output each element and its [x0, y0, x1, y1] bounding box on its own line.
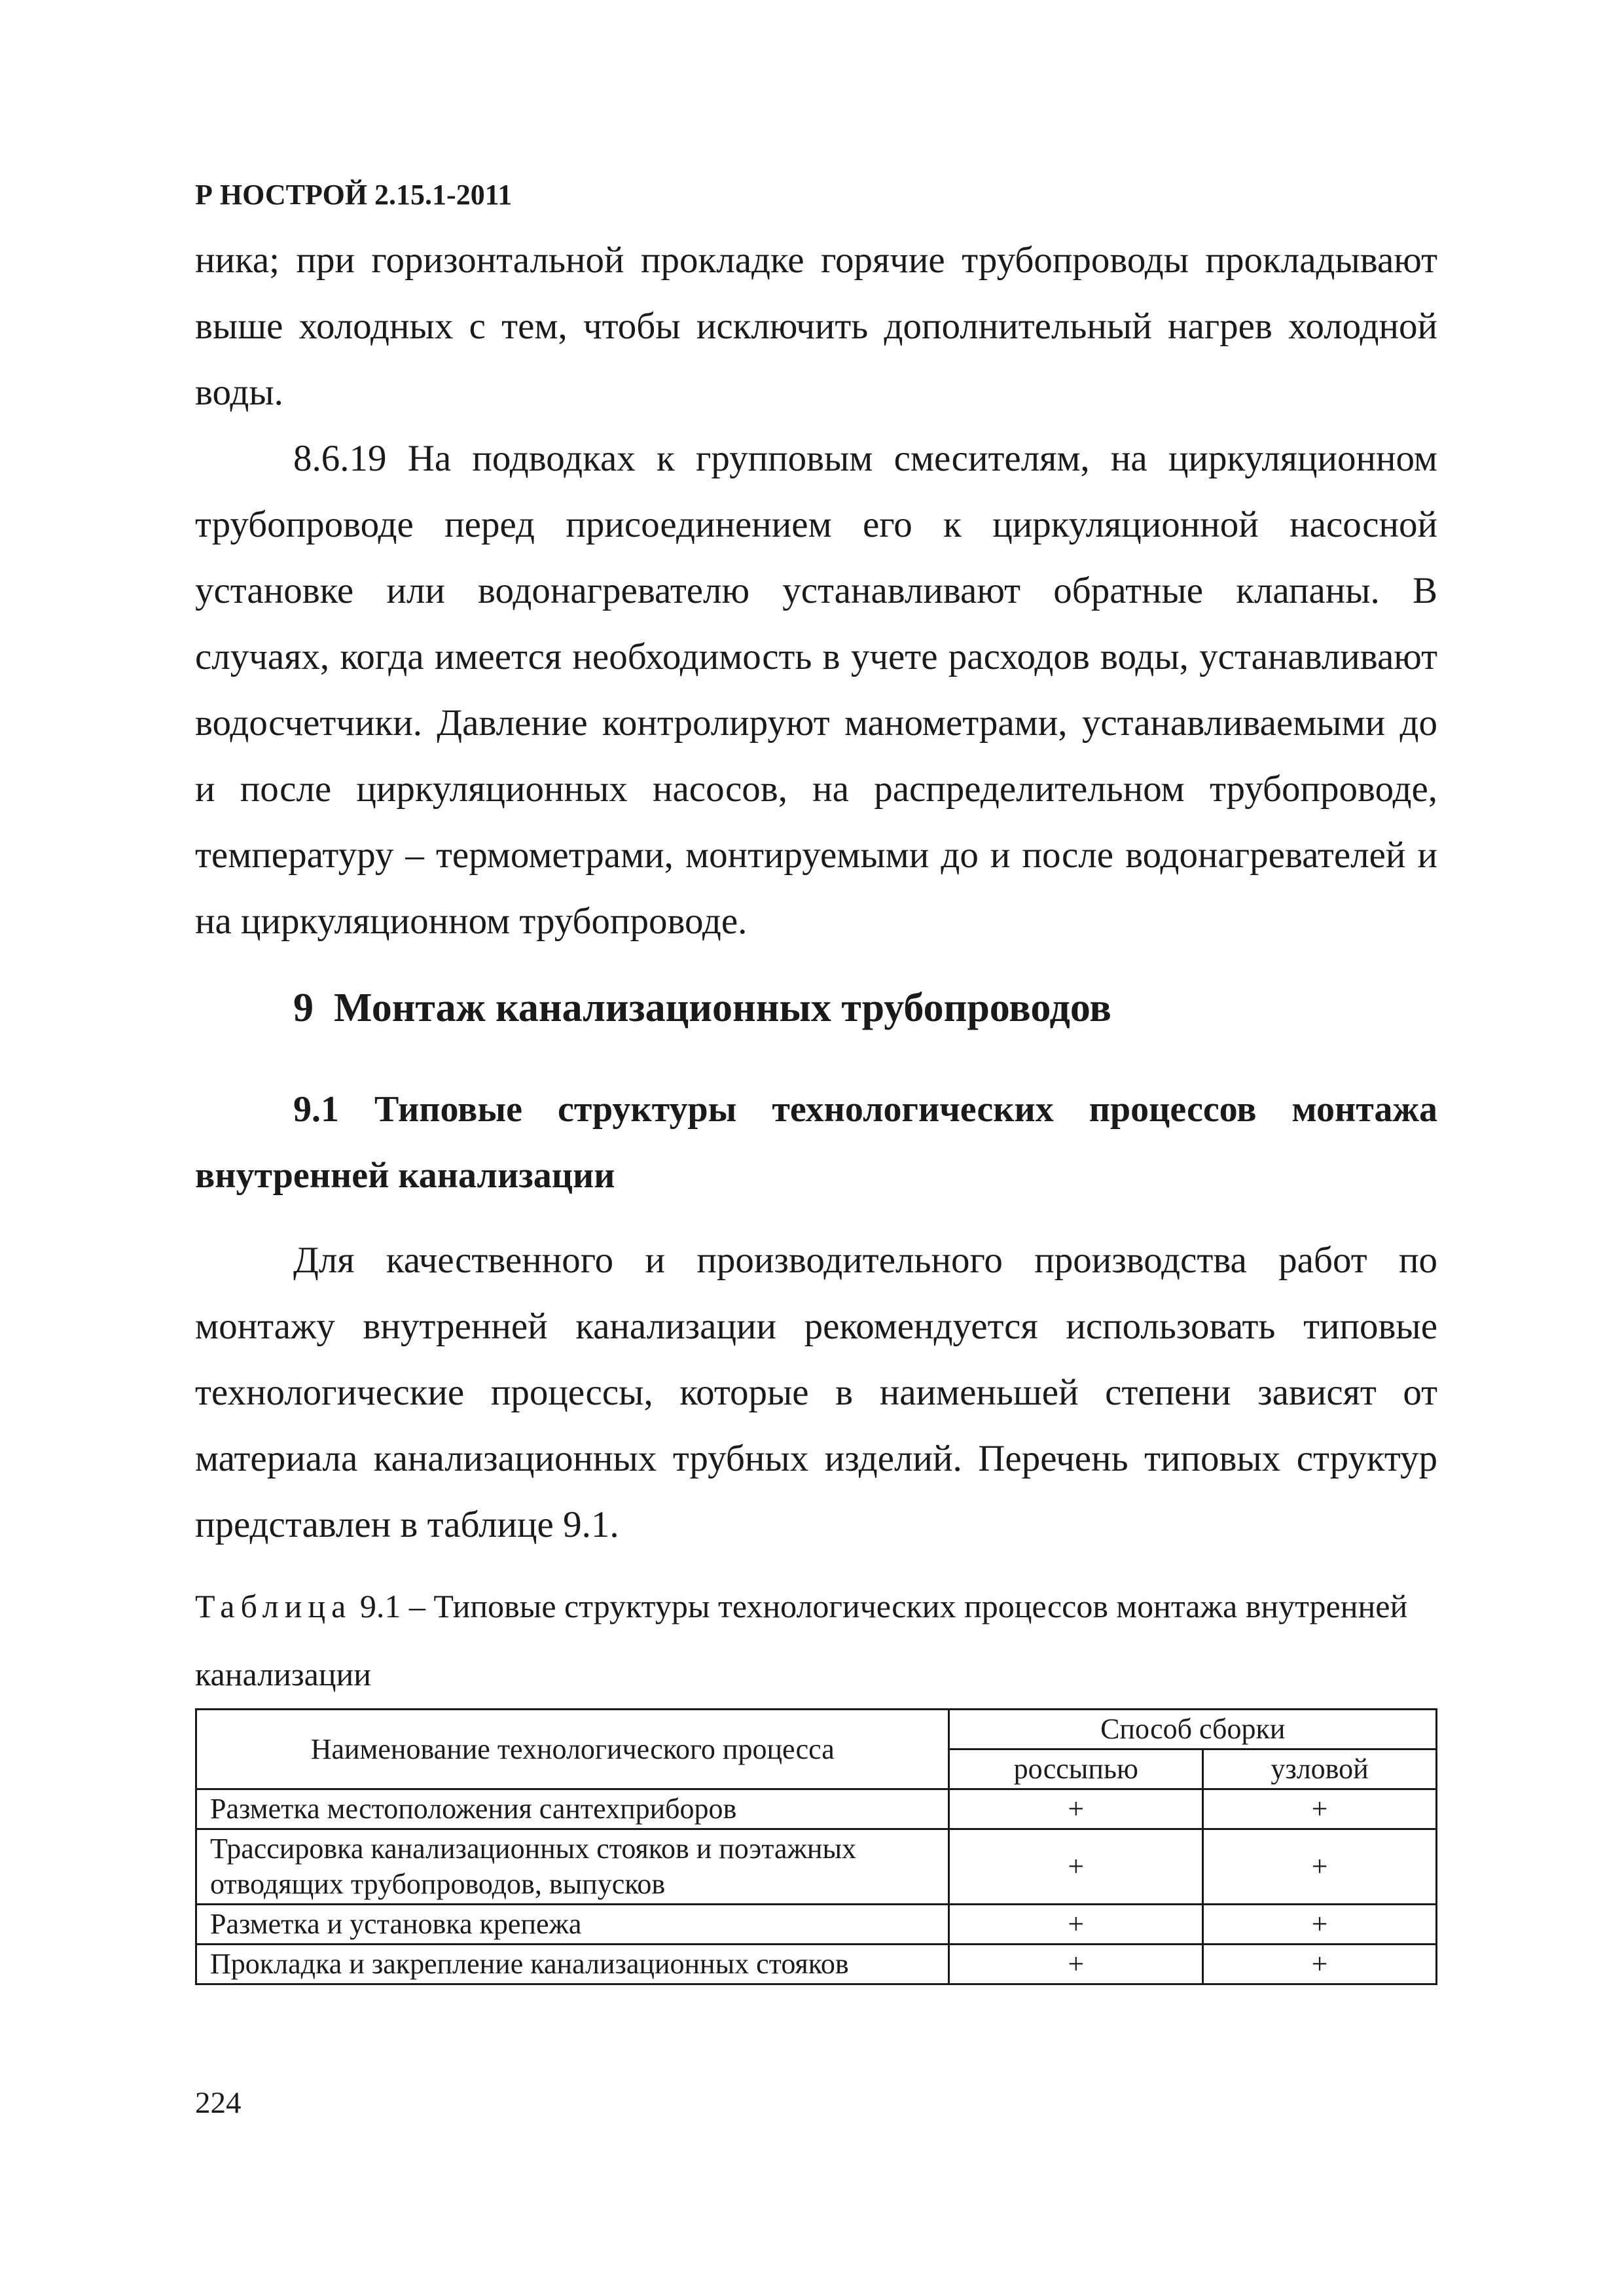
table-row [196, 1789, 1437, 1829]
paragraph-8-6-19: 8.6.19 На подводках к групповым смесителям, на циркуляционном трубопроводе перед присоединением его к циркуляционной насосной установке или водонагревателю устанавливают обратные клапаны. В случаях, когда имеется необходимость в учете расходов воды, устанавливают водосчетчики. Давление контролируют манометрами, устанавливаемыми до и после циркуляционных насосов, на распределительном трубопроводе, температуру – термометрами, монтируемыми до и после водонагревателей и на циркуляционном трубопроводе. [195, 438, 1437, 942]
row-value-loose: + [949, 1905, 1203, 1945]
row-process-name: Разметка местоположения сантехприборов [196, 1789, 949, 1829]
row-value-nodal: + [1203, 1905, 1437, 1945]
row-process-name: Прокладка и закрепление канализационных стояков [196, 1945, 949, 1984]
row-value-nodal: + [1203, 1829, 1437, 1905]
header-nodal: узловой [1203, 1749, 1437, 1789]
header-process-name: Наименование технологического процесса [196, 1710, 949, 1789]
document-code-header: Р НОСТРОЙ 2.15.1-2011 [195, 179, 513, 211]
paragraph-continuation: ника; при горизонтальной прокладке горячие трубопроводы прокладывают выше холодных с тем, чтобы исключить дополнительный нагрев холодной воды. [195, 240, 1437, 413]
section-heading [293, 985, 1111, 1031]
row-process-name: Трассировка канализационных стояков и поэтажных отводящих трубопроводов, выпусков [196, 1829, 949, 1905]
process-structure-table [195, 1708, 1437, 1985]
table-header-row [196, 1710, 1437, 1749]
header-loose: россыпью [949, 1749, 1203, 1789]
row-value-loose: + [949, 1945, 1203, 1984]
table-row [196, 1945, 1437, 1984]
table-caption [195, 1572, 1437, 1708]
subsection-heading [195, 1077, 1437, 1209]
subsection-number: 9.1 [293, 1089, 339, 1130]
section-number: 9 [293, 986, 314, 1030]
row-value-loose: + [949, 1829, 1203, 1905]
table-row [196, 1829, 1437, 1905]
row-value-loose: + [949, 1789, 1203, 1829]
header-assembly-method: Способ сборки [949, 1710, 1437, 1749]
table-row [196, 1905, 1437, 1945]
row-value-nodal: + [1203, 1945, 1437, 1984]
subsection-title: Типовые структуры технологических процессов монтажа внутренней канализации [195, 1089, 1438, 1196]
table-caption-text: 9.1 – Типовые структуры технологических процессов монтажа внутренней канализации [195, 1588, 1408, 1693]
row-process-name: Разметка и установка крепежа [196, 1905, 949, 1945]
paragraph-intro-table: Для качественного и производительного производства работ по монтажу внутренней канализации рекомендуется использовать типовые технологические процессы, которые в наименьшей степени зависят от материала канализационных трубных изделий. Перечень типовых структур представлен в таблице 9.1. [195, 1240, 1437, 1545]
page-number: 224 [195, 2086, 242, 2120]
row-value-nodal: + [1203, 1789, 1437, 1829]
section-title: Монтаж канализационных трубопроводов [334, 986, 1111, 1030]
table-caption-word: Таблица [195, 1588, 352, 1624]
